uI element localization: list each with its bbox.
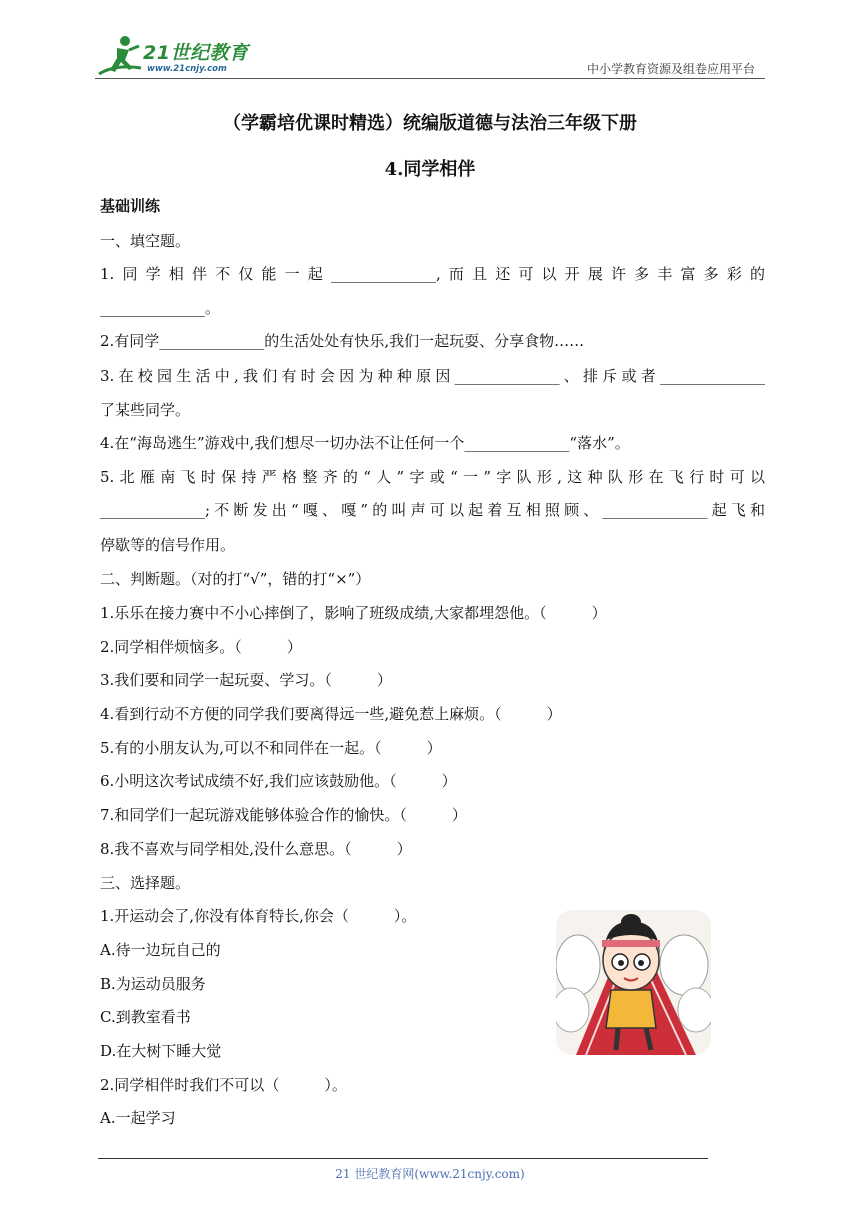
fill-q3-line2: 了某些同学。 (100, 401, 191, 419)
fill-q1-line2: ______________。 (100, 299, 221, 317)
judge-item: 8.我不喜欢与同学相处,没什么意思。（ ） (100, 840, 412, 858)
footer-divider (98, 1158, 708, 1159)
judge-item: 5.有的小朋友认为,可以不和同伴在一起。（ ） (100, 739, 442, 757)
logo-url: www.21cnjy.com (147, 64, 227, 74)
page-title: （学霸培优课时精选）统编版道德与法治三年级下册 (223, 113, 637, 134)
cartoon-runner-illustration (556, 910, 711, 1055)
page-header (95, 30, 765, 82)
choice-q2: 2.同学相伴时我们不可以（ ）。 (100, 1076, 347, 1094)
judge-item: 7.和同学们一起玩游戏能够体验合作的愉快。（ ） (100, 806, 467, 824)
logo-text: 21世纪教育 (143, 42, 249, 64)
logo (95, 34, 265, 78)
section-basic-heading: 基础训练 (100, 197, 161, 215)
choice-option: A.一起学习 (100, 1109, 176, 1127)
judge-item: 4.看到行动不方便的同学我们要离得远一些,避免惹上麻烦。（ ） (100, 705, 562, 723)
fill-q5-line1: 5.北雁南飞时保持严格整齐的“人”字或“一”字队形,这种队形在飞行时可以 (100, 468, 765, 486)
section2-heading: 二、判断题。（对的打“√”，错的打“×”） (100, 570, 371, 588)
judge-item: 3.我们要和同学一起玩耍、学习。（ ） (100, 671, 392, 689)
choice-option: A.待一边玩自己的 (100, 941, 221, 959)
section3-heading: 三、选择题。 (100, 874, 191, 892)
fill-q5-line2: ______________;不断发出“嘎、嘎”的叫声可以起着互相照顾、______________起飞和 (100, 501, 765, 519)
choice-option: C.到教室看书 (100, 1008, 191, 1026)
fill-q2: 2.有同学______________的生活处处有快乐,我们一起玩耍、分享食物…… (100, 332, 585, 350)
choice-option: D.在大树下睡大觉 (100, 1042, 222, 1060)
judge-item: 2.同学相伴烦恼多。（ ） (100, 638, 302, 656)
header-divider (95, 78, 765, 79)
judge-item: 6.小明这次考试成绩不好,我们应该鼓励他。（ ） (100, 772, 457, 790)
footer-text: 21 世纪教育网(www.21cnjy.com) (335, 1167, 525, 1181)
fill-q1-line1: 1.同学相伴不仅能一起______________,而且还可以开展许多丰富多彩的 (100, 265, 765, 283)
platform-name: 中小学教育资源及组卷应用平台 (586, 62, 755, 76)
section1-heading: 一、填空题。 (100, 232, 191, 250)
runner-logo-icon (95, 34, 145, 78)
lesson-title: 4.同学相伴 (384, 159, 476, 180)
fill-q5-line3: 停歇等的信号作用。 (100, 536, 236, 554)
judge-item: 1.乐乐在接力赛中不小心摔倒了，影响了班级成绩,大家都埋怨他。（ ） (100, 604, 607, 622)
choice-q1: 1.开运动会了,你没有体育特长,你会（ ）。 (100, 907, 417, 925)
fill-q4: 4.在“海岛逃生”游戏中,我们想尽一切办法不让任何一个______________“落水”。 (100, 434, 630, 452)
fill-q3-line1: 3.在校园生活中,我们有时会因为种种原因______________、排斥或者______________ (100, 367, 765, 385)
choice-option: B.为运动员服务 (100, 975, 206, 993)
